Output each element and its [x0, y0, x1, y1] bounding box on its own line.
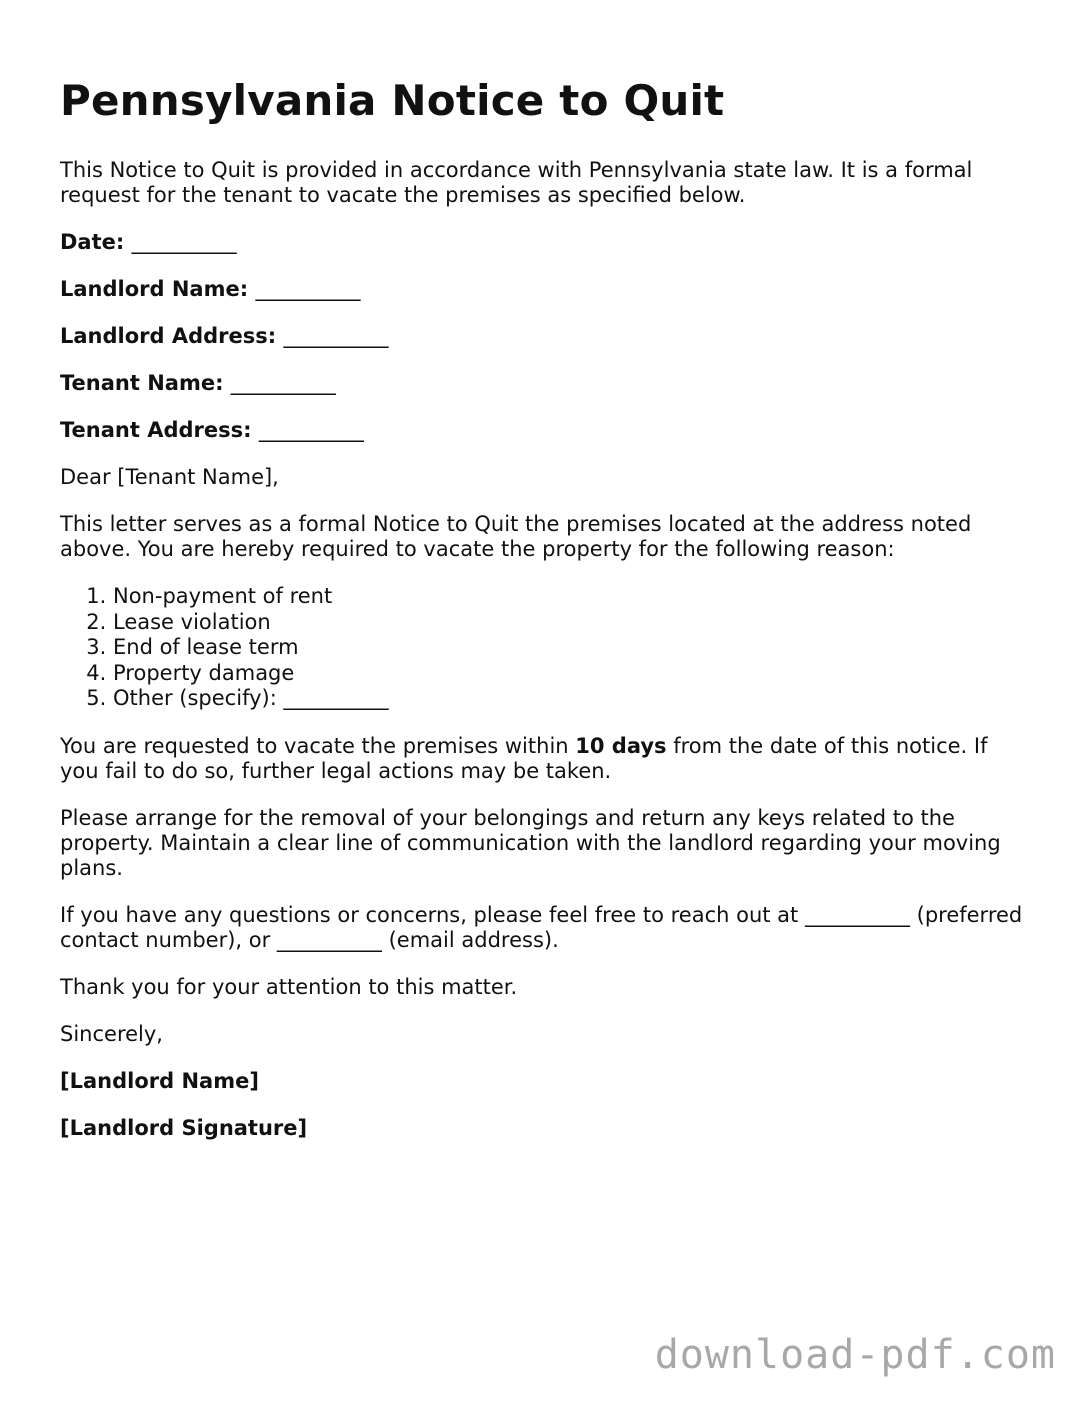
- signature-name: [Landlord Name]: [60, 1068, 259, 1093]
- contact-paragraph: [60, 903, 1030, 953]
- tenant-address-label: Tenant Address:: [60, 418, 252, 442]
- landlord-address-label: Landlord Address:: [60, 324, 277, 348]
- vacate-days: 10 days: [575, 733, 667, 758]
- contact-text-middle: (preferred contact number), or: [60, 902, 1023, 952]
- contact-text-before: If you have any questions or concerns, please feel free to reach out at: [60, 902, 805, 927]
- tenant-name-blank: __________: [230, 371, 336, 395]
- watermark: download-pdf.com: [654, 1332, 1056, 1378]
- notice-paragraph: This letter serves as a formal Notice to Quit the premises located at the address noted above. You are hereby required to vacate the property for the following reason:: [60, 512, 972, 561]
- reasons-list: [60, 584, 1030, 712]
- list-item: 5. Other (specify): __________: [113, 686, 1030, 712]
- contact-text-after: (email address).: [381, 927, 559, 952]
- date-blank: __________: [131, 230, 237, 254]
- closing-line: Sincerely,: [60, 1021, 163, 1046]
- date-field: [60, 230, 1030, 255]
- landlord-name-blank: __________: [255, 277, 361, 301]
- tenant-address-blank: __________: [258, 418, 364, 442]
- vacate-paragraph: [60, 734, 1030, 784]
- signature-line: [Landlord Signature]: [60, 1115, 308, 1140]
- email-blank: __________: [276, 927, 382, 952]
- thanks-line: Thank you for your attention to this matter.: [60, 974, 518, 999]
- removal-paragraph: Please arrange for the removal of your belongings and return any keys related to the property. Maintain a clear line of communication with the landlord regarding your moving plans.: [60, 805, 1001, 880]
- tenant-name-label: Tenant Name:: [60, 371, 224, 395]
- phone-blank: __________: [804, 902, 910, 927]
- tenant-name-field: [60, 371, 1030, 396]
- date-label: Date:: [60, 230, 125, 254]
- tenant-address-field: [60, 418, 1030, 443]
- vacate-text-before: You are requested to vacate the premises within: [60, 733, 576, 758]
- landlord-address-blank: __________: [283, 324, 389, 348]
- vacate-text-after: from the date of this notice. If you fail to do so, further legal actions may be taken.: [60, 733, 988, 783]
- landlord-address-field: [60, 324, 1030, 349]
- salutation: Dear [Tenant Name],: [60, 465, 279, 489]
- list-item: 2. Lease violation: [113, 610, 1030, 636]
- landlord-name-field: [60, 277, 1030, 302]
- landlord-name-label: Landlord Name:: [60, 277, 249, 301]
- document-title: Pennsylvania Notice to Quit: [60, 76, 725, 125]
- intro-paragraph: This Notice to Quit is provided in accordance with Pennsylvania state law. It is a formal request for the tenant to vacate the premises as specified below.: [60, 158, 973, 207]
- document-page: [60, 74, 1030, 1163]
- list-item: 3. End of lease term: [113, 635, 1030, 661]
- list-item: 1. Non-payment of rent: [113, 584, 1030, 610]
- list-item: 4. Property damage: [113, 661, 1030, 687]
